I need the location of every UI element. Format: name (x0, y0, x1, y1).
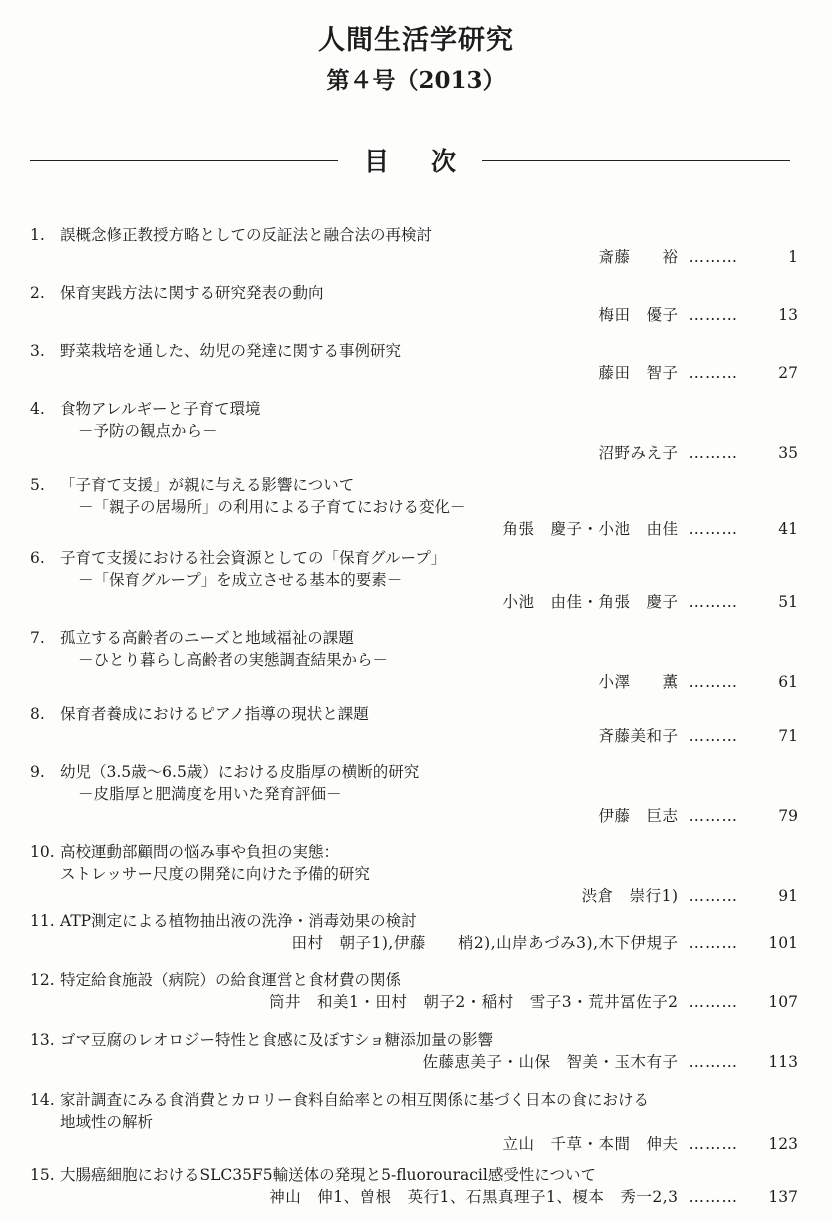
entry-number: 12. (30, 971, 55, 989)
entry-page: 101 (768, 934, 798, 952)
leader-dots: ……… (688, 520, 738, 538)
entry-title-continuation: ストレッサー尺度の開発に向けた予備的研究 (60, 865, 370, 883)
entry-title: 誤概念修正教授方略としての反証法と融合法の再検討 (60, 226, 433, 244)
toc-entry-4 (30, 398, 798, 464)
leader-dots: ……… (688, 593, 738, 611)
toc-entry-8 (30, 703, 798, 747)
toc-rule-left (30, 160, 338, 161)
entry-title: 家計調査にみる食消費とカロリー食料自給率との相互関係に基づく日本の食における (60, 1091, 650, 1109)
entry-authors: 沼野みえ子 (598, 444, 679, 462)
entry-title: 孤立する高齢者のニーズと地域福祉の課題 (60, 629, 354, 647)
entry-page: 61 (778, 673, 798, 691)
toc-entry-6 (30, 547, 798, 613)
entry-page: 41 (778, 520, 798, 538)
entry-page: 27 (778, 364, 798, 382)
leader-dots: ……… (688, 727, 738, 745)
entry-page: 91 (778, 887, 798, 905)
entry-number: 6. (30, 549, 45, 567)
entry-number: 11. (30, 912, 55, 930)
entry-number: 10. (30, 843, 55, 861)
toc-entry-15 (30, 1164, 798, 1208)
entry-subtitle: －予防の観点から－ (78, 422, 218, 440)
entry-authors: 角張 慶子・小池 由佳 (502, 520, 679, 538)
toc-entry-5 (30, 474, 798, 540)
entry-number: 8. (30, 705, 45, 723)
entry-page: 107 (768, 993, 798, 1011)
entry-authors: 小池 由佳・角張 慶子 (502, 593, 679, 611)
toc-rule-right (482, 160, 790, 161)
entry-page: 123 (768, 1135, 798, 1153)
entry-page: 51 (778, 593, 798, 611)
entry-number: 2. (30, 284, 45, 302)
entry-subtitle: －「親子の居場所」の利用による子育てにおける変化－ (78, 498, 466, 516)
issue-number: 第４号（2013） (326, 67, 506, 94)
toc-entry-9 (30, 761, 798, 827)
entry-authors: 藤田 智子 (598, 364, 679, 382)
entry-title: 幼児（3.5歳～6.5歳）における皮脂厚の横断的研究 (60, 763, 420, 781)
toc-entry-14 (30, 1089, 798, 1155)
entry-title: 特定給食施設（病院）の給食運営と食材費の関係 (60, 971, 402, 989)
toc-entry-7 (30, 627, 798, 693)
toc-heading-label: 目次 (364, 147, 499, 176)
toc-entry-1 (30, 224, 798, 268)
entry-authors: 田村 朝子1),伊藤 梢2),山岸あづみ3),木下伊規子 (291, 934, 679, 952)
entry-page: 35 (778, 444, 798, 462)
entry-subtitle: －ひとり暮らし高齢者の実態調査結果から－ (78, 651, 389, 669)
toc-entry-3 (30, 340, 798, 384)
entry-title: 「子育て支援」が親に与える影響について (60, 476, 355, 494)
leader-dots: ……… (688, 248, 738, 266)
entry-title: 保育者養成におけるピアノ指導の現状と課題 (60, 705, 369, 723)
toc-entry-11 (30, 910, 798, 954)
entry-number: 5. (30, 476, 45, 494)
entry-authors: 佐藤恵美子・山保 智美・玉木有子 (422, 1053, 679, 1071)
entry-authors: 斎藤 裕 (598, 248, 679, 266)
entry-number: 4. (30, 400, 45, 418)
entry-title: 保育実践方法に関する研究発表の動向 (60, 284, 324, 302)
entry-authors: 筒井 和美1・田村 朝子2・稲村 雪子3・荒井冨佐子2 (269, 993, 679, 1011)
toc-heading (30, 142, 790, 178)
entry-page: 79 (778, 807, 798, 825)
entry-authors: 渋倉 崇行1) (581, 887, 679, 905)
entry-title-continuation: 地域性の解析 (60, 1113, 154, 1131)
toc-entry-13 (30, 1029, 798, 1073)
toc-entry-10 (30, 841, 798, 907)
entry-title: 大腸癌細胞におけるSLC35F5輸送体の発現と5-fluorouracil感受性について (60, 1166, 597, 1184)
leader-dots: ……… (688, 934, 738, 952)
entry-authors: 斉藤美和子 (598, 727, 679, 745)
entry-authors: 梅田 優子 (598, 306, 679, 324)
entry-title: 食物アレルギーと子育て環境 (60, 400, 261, 418)
leader-dots: ……… (688, 364, 738, 382)
entry-page: 71 (778, 727, 798, 745)
toc-entry-12 (30, 969, 798, 1013)
entry-number: 1. (30, 226, 45, 244)
leader-dots: ……… (688, 1053, 738, 1071)
entry-number: 13. (30, 1031, 55, 1049)
leader-dots: ……… (688, 1188, 738, 1206)
entry-authors: 立山 千草・本間 伸夫 (502, 1135, 679, 1153)
entry-number: 7. (30, 629, 45, 647)
entry-authors: 小澤 薫 (598, 673, 679, 691)
leader-dots: ……… (688, 807, 738, 825)
entry-title: 野菜栽培を通した、幼児の発達に関する事例研究 (60, 342, 402, 360)
entry-subtitle: －皮脂厚と肥満度を用いた発育評価－ (78, 785, 342, 803)
entry-page: 13 (778, 306, 798, 324)
entry-page: 137 (768, 1188, 798, 1206)
leader-dots: ……… (688, 444, 738, 462)
leader-dots: ……… (688, 306, 738, 324)
entry-number: 9. (30, 763, 45, 781)
entry-page: 1 (788, 248, 798, 266)
leader-dots: ……… (688, 993, 738, 1011)
entry-title: ゴマ豆腐のレオロジー特性と食感に及ぼすショ糖添加量の影響 (60, 1031, 494, 1049)
entry-authors: 神山 伸1、曽根 英行1、石黒真理子1、榎本 秀一2,3 (269, 1188, 679, 1206)
leader-dots: ……… (688, 673, 738, 691)
leader-dots: ……… (688, 1135, 738, 1153)
entry-number: 15. (30, 1166, 55, 1184)
entry-number: 3. (30, 342, 45, 360)
entry-authors: 伊藤 巨志 (598, 807, 679, 825)
entry-number: 14. (30, 1091, 55, 1109)
journal-title: 人間生活学研究 (318, 25, 514, 56)
entry-page: 113 (768, 1053, 798, 1071)
entry-title: 子育て支援における社会資源としての「保育グループ」 (60, 549, 447, 567)
entry-subtitle: －「保育グループ」を成立させる基本的要素－ (78, 571, 403, 589)
entry-title: 高校運動部顧問の悩み事や負担の実態： (60, 843, 340, 861)
leader-dots: ……… (688, 887, 738, 905)
toc-entry-2 (30, 282, 798, 326)
entry-title: ATP測定による植物抽出液の洗浄・消毒効果の検討 (60, 912, 417, 930)
